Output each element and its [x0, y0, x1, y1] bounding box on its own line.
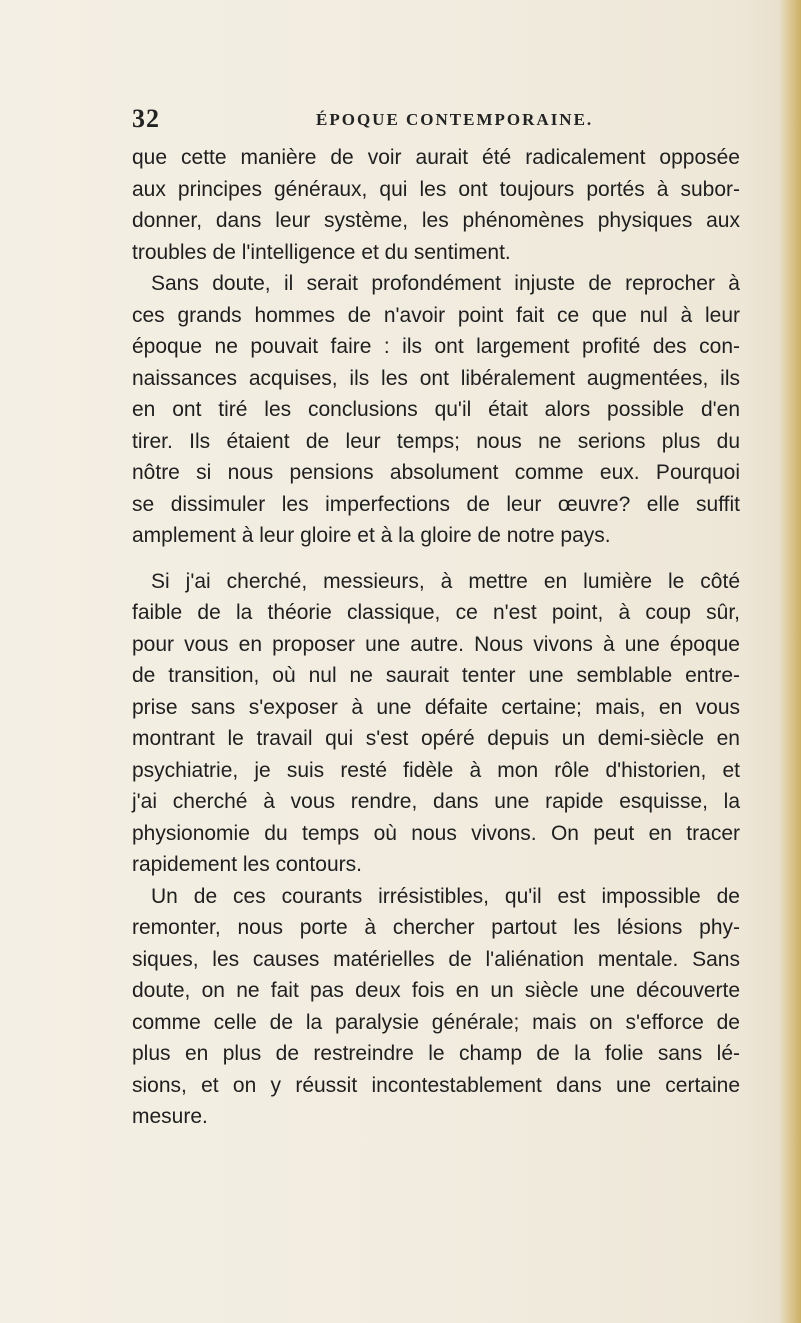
text-line: plus en plus de restreindre le champ de la folie sans lé- — [132, 1042, 740, 1065]
text-line: doute, on ne fait pas deux fois en un siècle une découverte — [132, 979, 740, 1002]
text-line: Sans doute, il serait profondément injuste de reprocher à — [151, 272, 740, 295]
text-line: naissances acquises, ils les ont libéralement augmentées, ils — [132, 366, 740, 390]
paragraph — [132, 268, 740, 552]
body-text — [132, 142, 740, 1133]
text-line: aux principes généraux, qui les ont toujours portés à subor- — [132, 177, 740, 201]
text-line: comme celle de la paralysie générale; mais on s'efforce de — [132, 1010, 740, 1034]
text-line: sions, et on y réussit incontestablement dans une certaine — [132, 1073, 740, 1097]
text-line: psychiatrie, je suis resté fidèle à mon rôle d'historien, et — [132, 758, 740, 782]
text-line: physionomie du temps où nous vivons. On peut en tracer — [132, 821, 740, 845]
text-line: époque ne pouvait faire : ils ont largement profité des con- — [132, 335, 740, 358]
text-line: Un de ces courants irrésistibles, qu'il est impossible de — [151, 884, 740, 908]
text-line: de transition, où nul ne saurait tenter une semblable entre- — [132, 664, 740, 687]
page-edge-discoloration — [779, 0, 801, 1323]
text-line: remonter, nous porte à chercher partout les lésions phy- — [132, 916, 740, 939]
paragraph — [132, 881, 740, 1133]
text-line: troubles de l'intelligence et du sentiment. — [132, 240, 511, 264]
running-title: ÉPOQUE CONTEMPORAINE. — [316, 110, 594, 129]
text-line: siques, les causes matérielles de l'aliénation mentale. Sans — [132, 947, 740, 971]
text-line: nôtre si nous pensions absolument comme eux. Pourquoi — [132, 461, 740, 484]
paragraph — [132, 566, 740, 881]
paragraph-gap — [132, 552, 740, 566]
page-header — [132, 104, 732, 138]
text-line: ces grands hommes de n'avoir point fait ce que nul à leur — [132, 303, 740, 327]
text-line: prise sans s'exposer à une défaite certaine; mais, en vous — [132, 695, 740, 719]
page-number: 32 — [132, 104, 160, 133]
text-line: faible de la théorie classique, ce n'est point, à coup sûr, — [132, 601, 740, 624]
text-line: Si j'ai cherché, messieurs, à mettre en lumière le côté — [151, 569, 740, 593]
text-line: pour vous en proposer une autre. Nous vivons à une époque — [132, 632, 740, 656]
text-line: mesure. — [132, 1105, 208, 1128]
text-line: se dissimuler les imperfections de leur œuvre? elle suffit — [132, 492, 740, 516]
text-line: rapidement les contours. — [132, 853, 362, 876]
text-line: tirer. Ils étaient de leur temps; nous ne serions plus du — [132, 429, 740, 453]
text-line: amplement à leur gloire et à la gloire de notre pays. — [132, 524, 611, 547]
text-line: que cette manière de voir aurait été radicalement opposée — [132, 146, 740, 169]
text-line: montrant le travail qui s'est opéré depuis un demi-siècle en — [132, 727, 740, 750]
text-line: en ont tiré les conclusions qu'il était alors possible d'en — [132, 398, 740, 421]
text-line: donner, dans leur système, les phénomènes physiques aux — [132, 209, 740, 232]
paragraph — [132, 142, 740, 268]
text-line: j'ai cherché à vous rendre, dans une rapide esquisse, la — [132, 790, 740, 813]
